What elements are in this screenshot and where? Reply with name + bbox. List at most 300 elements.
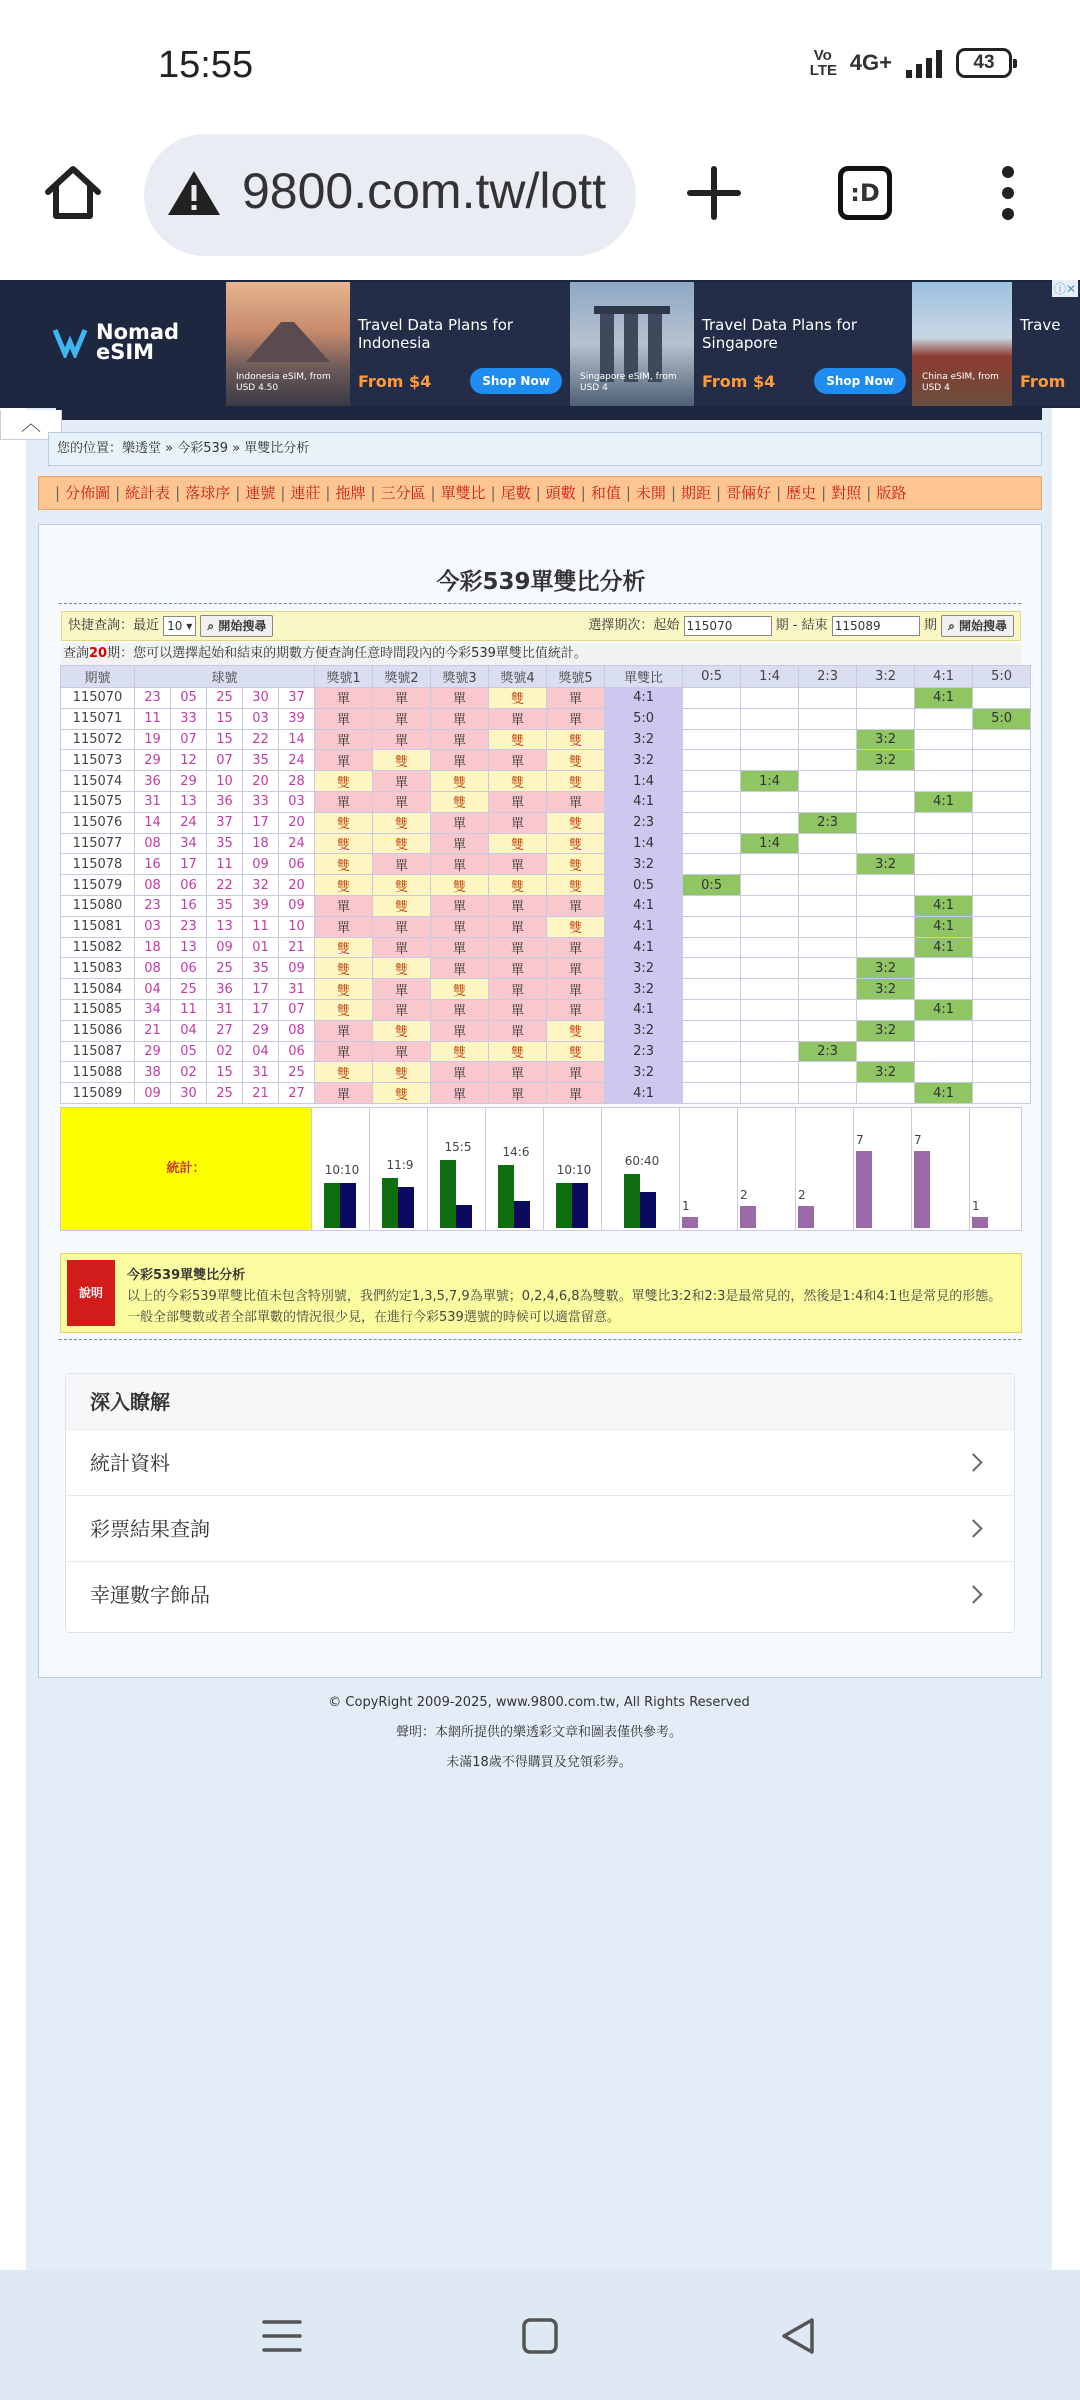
- nav-item[interactable]: 單雙比: [440, 484, 486, 502]
- ratio-empty-cell: [915, 812, 973, 833]
- status-bar: [0, 0, 1080, 130]
- odd-even-cell: 雙: [547, 833, 605, 854]
- odd-even-cell: 單: [315, 729, 373, 750]
- nav-separator: |: [625, 484, 631, 502]
- odd-even-cell: 雙: [315, 1062, 373, 1083]
- ball-cell: 37: [207, 812, 243, 833]
- odd-even-cell: 單: [431, 688, 489, 709]
- ball-cell: 29: [135, 750, 171, 771]
- col-header: 2:3: [799, 666, 857, 688]
- odd-even-cell: 雙: [315, 937, 373, 958]
- nav-item[interactable]: 歷史: [786, 484, 817, 502]
- ratio-empty-cell: [973, 875, 1031, 896]
- shop-now-button[interactable]: Shop Now: [470, 368, 562, 394]
- col-header: 獎號3: [431, 666, 489, 688]
- odd-even-cell: 單: [373, 688, 431, 709]
- start-input[interactable]: 115070: [684, 616, 772, 636]
- col-header: 單雙比: [605, 666, 683, 688]
- ratio-cell: 2:3: [605, 812, 683, 833]
- ad-card-china[interactable]: [912, 282, 1080, 406]
- odd-even-cell: 單: [315, 708, 373, 729]
- col-header: 獎號1: [315, 666, 373, 688]
- ratio-hit-cell: 2:3: [799, 1041, 857, 1062]
- odd-even-cell: 雙: [373, 812, 431, 833]
- deep-dive-item-label: 幸運數字飾品: [90, 1583, 210, 1607]
- table-row: [61, 1083, 1031, 1104]
- nav-item[interactable]: 和值: [590, 484, 621, 502]
- ball-cell: 18: [135, 937, 171, 958]
- table-row: [61, 771, 1031, 792]
- breadcrumb-separator: »: [228, 441, 245, 456]
- ball-cell: 03: [243, 708, 279, 729]
- warning-icon[interactable]: [166, 168, 222, 218]
- clock: 15:55: [158, 44, 254, 86]
- ball-cell: 12: [171, 750, 207, 771]
- ratio-empty-cell: [857, 1083, 915, 1104]
- home-nav-icon[interactable]: [518, 2314, 562, 2358]
- table-row: [61, 916, 1031, 937]
- stat-caption: 60:40: [624, 1154, 660, 1168]
- ball-cell: 09: [135, 1083, 171, 1104]
- ratio-empty-cell: [973, 1041, 1031, 1062]
- table-row: [61, 937, 1031, 958]
- ball-cell: 04: [135, 979, 171, 1000]
- deep-dive-item-label: 統計資料: [90, 1451, 170, 1475]
- odd-even-cell: 雙: [547, 854, 605, 875]
- ratio-empty-cell: [683, 771, 741, 792]
- period-cell: 115084: [61, 979, 135, 1000]
- ratio-empty-cell: [741, 958, 799, 979]
- odd-even-cell: 雙: [431, 979, 489, 1000]
- new-tab-icon[interactable]: [686, 165, 742, 221]
- odd-even-cell: 單: [431, 999, 489, 1020]
- ratio-empty-cell: [915, 979, 973, 1000]
- table-row: [61, 729, 1031, 750]
- ball-cell: 06: [279, 854, 315, 875]
- odd-even-cell: 單: [431, 916, 489, 937]
- ball-cell: 25: [279, 1062, 315, 1083]
- table-row: [61, 958, 1031, 979]
- ratio-empty-cell: [973, 1062, 1031, 1083]
- nav-item[interactable]: 頭數: [545, 484, 576, 502]
- odd-bar: [324, 1183, 340, 1228]
- odd-even-cell: 雙: [315, 979, 373, 1000]
- ratio-empty-cell: [915, 875, 973, 896]
- ball-cell: 13: [207, 916, 243, 937]
- ratio-empty-cell: [799, 916, 857, 937]
- note-count: 20: [89, 646, 108, 661]
- deep-dive-item-results[interactable]: [66, 1496, 1014, 1562]
- odd-even-cell: 單: [373, 937, 431, 958]
- ad-title: Travel Data Plans for Singapore: [702, 316, 858, 352]
- ratio-empty-cell: [683, 833, 741, 854]
- period-cell: 115083: [61, 958, 135, 979]
- odd-even-cell: 單: [315, 895, 373, 916]
- ratio-empty-cell: [741, 750, 799, 771]
- odd-even-cell: 單: [431, 958, 489, 979]
- stat-column: [485, 1108, 543, 1230]
- col-header: 球號: [135, 666, 315, 688]
- ratio-empty-cell: [683, 854, 741, 875]
- ball-cell: 34: [171, 833, 207, 854]
- odd-even-cell: 單: [373, 1041, 431, 1062]
- odd-even-cell: 雙: [373, 833, 431, 854]
- nav-item[interactable]: 未開: [635, 484, 666, 502]
- ball-cell: 32: [243, 875, 279, 896]
- end-input[interactable]: 115089: [832, 616, 920, 636]
- nav-separator: |: [175, 484, 181, 502]
- odd-even-cell: 雙: [315, 999, 373, 1020]
- nav-item[interactable]: 拖牌: [335, 484, 366, 502]
- ratio-empty-cell: [799, 729, 857, 750]
- ratio-empty-cell: [973, 750, 1031, 771]
- period-cell: 115074: [61, 771, 135, 792]
- ratio-cell: 3:2: [605, 979, 683, 1000]
- nav-item[interactable]: 期距: [681, 484, 712, 502]
- ball-cell: 35: [243, 958, 279, 979]
- footer: [26, 1688, 1052, 1778]
- ratio-empty-cell: [915, 1041, 973, 1062]
- query-bar: [61, 611, 1021, 641]
- table-row: [61, 875, 1031, 896]
- period-cell: 115088: [61, 1062, 135, 1083]
- ball-cell: 36: [207, 979, 243, 1000]
- ratio-cell: 3:2: [605, 958, 683, 979]
- breadcrumb-separator: »: [161, 441, 178, 456]
- period-cell: 115080: [61, 895, 135, 916]
- ratio-empty-cell: [683, 812, 741, 833]
- stat-column: [311, 1108, 369, 1230]
- ball-cell: 01: [243, 937, 279, 958]
- ad-banner[interactable]: [0, 280, 1080, 408]
- table-row: [61, 1062, 1031, 1083]
- nav-item[interactable]: 三分區: [380, 484, 426, 502]
- ratio-empty-cell: [857, 812, 915, 833]
- ball-cell: 21: [279, 937, 315, 958]
- ball-cell: 14: [135, 812, 171, 833]
- odd-even-cell: 單: [489, 1062, 547, 1083]
- odd-even-cell: 單: [431, 854, 489, 875]
- ad-close-icon[interactable]: ⓘ✕: [1053, 282, 1076, 296]
- odd-bar: [382, 1178, 398, 1228]
- odd-even-cell: 單: [547, 791, 605, 812]
- even-bar: [398, 1187, 414, 1228]
- ratio-count-label: 7: [914, 1133, 922, 1147]
- explanation-tag: 說明: [67, 1260, 115, 1326]
- odd-even-cell: 雙: [489, 771, 547, 792]
- ratio-table: [60, 665, 1031, 1104]
- breadcrumb-home[interactable]: 樂透堂: [122, 441, 162, 456]
- ratio-empty-cell: [857, 688, 915, 709]
- end-label: 期 - 結束: [775, 618, 828, 633]
- ball-cell: 27: [207, 1020, 243, 1041]
- nav-separator: |: [821, 484, 827, 502]
- nav-item[interactable]: 連莊: [290, 484, 321, 502]
- ratio-empty-cell: [915, 708, 973, 729]
- ad-divider: [56, 408, 1042, 420]
- odd-even-cell: 單: [547, 708, 605, 729]
- ratio-empty-cell: [799, 958, 857, 979]
- col-header: 獎號4: [489, 666, 547, 688]
- stat-caption: 14:6: [502, 1145, 530, 1159]
- breadcrumb-label: 您的位置：: [57, 441, 123, 456]
- nav-item[interactable]: 落球序: [185, 484, 231, 502]
- even-bar: [340, 1183, 356, 1228]
- odd-even-cell: 單: [431, 1062, 489, 1083]
- nav-item[interactable]: 版路: [876, 484, 907, 502]
- ratio-empty-cell: [915, 958, 973, 979]
- chevron-up-icon[interactable]: ︿: [0, 410, 62, 440]
- back-icon[interactable]: [776, 2314, 820, 2358]
- ratio-empty-cell: [973, 916, 1031, 937]
- ball-cell: 13: [171, 937, 207, 958]
- ball-cell: 07: [279, 999, 315, 1020]
- ball-cell: 11: [243, 916, 279, 937]
- odd-even-cell: 雙: [373, 750, 431, 771]
- odd-even-cell: 雙: [373, 1062, 431, 1083]
- ratio-count-column: [969, 1108, 1027, 1230]
- odd-even-cell: 單: [315, 916, 373, 937]
- odd-even-cell: 單: [315, 1083, 373, 1104]
- ball-cell: 11: [135, 708, 171, 729]
- ball-cell: 17: [243, 999, 279, 1020]
- deep-dive-item-label: 彩票結果查詢: [90, 1517, 210, 1541]
- ball-cell: 20: [279, 875, 315, 896]
- nav-separator: |: [670, 484, 676, 502]
- odd-even-cell: 單: [489, 854, 547, 875]
- breadcrumb-section[interactable]: 今彩539: [177, 441, 229, 456]
- nav-separator: |: [325, 484, 331, 502]
- ball-cell: 29: [171, 771, 207, 792]
- ratio-hit-cell: 1:4: [741, 833, 799, 854]
- ball-cell: 15: [207, 1062, 243, 1083]
- ball-cell: 35: [243, 750, 279, 771]
- odd-even-cell: 單: [431, 812, 489, 833]
- nav-item[interactable]: 分佈圖: [65, 484, 111, 502]
- odd-even-cell: 雙: [315, 771, 373, 792]
- address-bar[interactable]: [144, 134, 636, 256]
- ball-cell: 31: [135, 791, 171, 812]
- odd-even-cell: 雙: [315, 958, 373, 979]
- ratio-cell: 4:1: [605, 688, 683, 709]
- col-header: 1:4: [741, 666, 799, 688]
- odd-even-cell: 單: [547, 999, 605, 1020]
- recent-select[interactable]: 10 ▾: [163, 616, 196, 636]
- ball-cell: 02: [171, 1062, 207, 1083]
- stats-row: [60, 1107, 1022, 1231]
- ratio-empty-cell: [973, 999, 1031, 1020]
- odd-even-cell: 雙: [547, 771, 605, 792]
- odd-even-cell: 雙: [547, 1020, 605, 1041]
- ball-cell: 09: [279, 958, 315, 979]
- table-row: [61, 812, 1031, 833]
- ad-card-indonesia[interactable]: [226, 282, 570, 406]
- period-suffix: 期: [923, 618, 937, 633]
- odd-even-cell: 單: [431, 1020, 489, 1041]
- ball-cell: 08: [135, 833, 171, 854]
- ratio-cell: 5:0: [605, 708, 683, 729]
- ratio-cell: 3:2: [605, 854, 683, 875]
- nav-item[interactable]: 尾數: [500, 484, 531, 502]
- ball-cell: 08: [135, 958, 171, 979]
- ball-cell: 17: [243, 812, 279, 833]
- ratio-count-bar: [740, 1206, 756, 1228]
- odd-even-cell: 單: [431, 729, 489, 750]
- ball-cell: 25: [207, 1083, 243, 1104]
- ratio-empty-cell: [973, 895, 1031, 916]
- nav-separator: |: [280, 484, 286, 502]
- nav-separator: |: [430, 484, 436, 502]
- ratio-empty-cell: [683, 1020, 741, 1041]
- explanation-heading: 今彩539單雙比分析: [127, 1268, 246, 1283]
- ratio-empty-cell: [973, 854, 1031, 875]
- ball-cell: 18: [243, 833, 279, 854]
- recent-apps-icon[interactable]: [260, 2314, 304, 2358]
- ratio-empty-cell: [973, 937, 1031, 958]
- explanation-box: [60, 1253, 1022, 1333]
- ratio-empty-cell: [857, 916, 915, 937]
- nav-item[interactable]: 對照: [831, 484, 862, 502]
- nav-item[interactable]: 統計表: [125, 484, 171, 502]
- range-search-button-label: 開始搜尋: [958, 618, 1007, 633]
- ball-cell: 04: [171, 1020, 207, 1041]
- ratio-hit-cell: 0:5: [683, 875, 741, 896]
- ratio-empty-cell: [799, 854, 857, 875]
- url-text[interactable]: 9800.com.tw/lott: [242, 163, 607, 219]
- ball-cell: 38: [135, 1062, 171, 1083]
- ratio-empty-cell: [973, 688, 1031, 709]
- ratio-empty-cell: [683, 688, 741, 709]
- ratio-hit-cell: 3:2: [857, 1020, 915, 1041]
- ad-card-singapore[interactable]: [570, 282, 914, 406]
- odd-even-cell: 雙: [547, 916, 605, 937]
- deep-dive-item-jewelry[interactable]: [66, 1562, 1014, 1628]
- ratio-empty-cell: [799, 833, 857, 854]
- col-header: 獎號2: [373, 666, 431, 688]
- ratio-count-label: 1: [972, 1199, 980, 1213]
- ratio-count-label: 2: [798, 1188, 806, 1202]
- odd-even-cell: 單: [315, 750, 373, 771]
- odd-even-cell: 雙: [373, 895, 431, 916]
- odd-even-cell: 單: [547, 895, 605, 916]
- period-cell: 115077: [61, 833, 135, 854]
- range-label: 選擇期次：起始: [588, 618, 680, 633]
- tab-switcher-button[interactable]: :D: [838, 166, 892, 220]
- ball-cell: 10: [279, 916, 315, 937]
- odd-even-cell: 單: [489, 791, 547, 812]
- table-row: [61, 791, 1031, 812]
- ball-cell: 17: [171, 854, 207, 875]
- ratio-hit-cell: 3:2: [857, 729, 915, 750]
- period-cell: 115089: [61, 1083, 135, 1104]
- ratio-empty-cell: [799, 708, 857, 729]
- nomad-logo[interactable]: [52, 320, 180, 364]
- ball-cell: 02: [207, 1041, 243, 1062]
- ball-cell: 08: [279, 1020, 315, 1041]
- ratio-hit-cell: 4:1: [915, 1083, 973, 1104]
- col-header: 5:0: [973, 666, 1031, 688]
- nav-separator: |: [580, 484, 586, 502]
- ratio-count-bar: [798, 1206, 814, 1228]
- ratio-cell: 4:1: [605, 937, 683, 958]
- odd-even-cell: 雙: [547, 750, 605, 771]
- ball-cell: 27: [279, 1083, 315, 1104]
- odd-even-cell: 單: [489, 958, 547, 979]
- ratio-empty-cell: [683, 791, 741, 812]
- col-header: 期號: [61, 666, 135, 688]
- deep-dive-heading: 深入瞭解: [66, 1374, 1014, 1430]
- ball-cell: 20: [279, 812, 315, 833]
- ad-caption: Indonesia eSIM, from USD 4.50: [236, 372, 331, 393]
- odd-even-cell: 單: [373, 708, 431, 729]
- ball-cell: 39: [243, 895, 279, 916]
- period-cell: 115073: [61, 750, 135, 771]
- ratio-empty-cell: [915, 1062, 973, 1083]
- ratio-empty-cell: [741, 937, 799, 958]
- col-header: 獎號5: [547, 666, 605, 688]
- col-header: 0:5: [683, 666, 741, 688]
- table-row: [61, 1020, 1031, 1041]
- odd-bar: [440, 1160, 456, 1228]
- nav-item[interactable]: 哥倆好: [726, 484, 772, 502]
- odd-even-cell: 單: [373, 791, 431, 812]
- ball-cell: 14: [279, 729, 315, 750]
- home-icon[interactable]: [40, 160, 106, 226]
- ball-cell: 23: [171, 916, 207, 937]
- odd-even-cell: 單: [373, 729, 431, 750]
- odd-even-cell: 單: [489, 999, 547, 1020]
- stat-column: [369, 1108, 427, 1230]
- ratio-cell: 4:1: [605, 916, 683, 937]
- table-row: [61, 708, 1031, 729]
- ball-cell: 10: [207, 771, 243, 792]
- odd-even-cell: 雙: [431, 771, 489, 792]
- period-cell: 115087: [61, 1041, 135, 1062]
- more-menu-icon[interactable]: [1002, 166, 1014, 222]
- chevron-right-icon: [964, 1453, 982, 1471]
- odd-even-cell: 單: [547, 937, 605, 958]
- odd-even-cell: 雙: [315, 875, 373, 896]
- stat-column: [543, 1108, 601, 1230]
- ratio-cell: 2:3: [605, 1041, 683, 1062]
- ratio-hit-cell: 3:2: [857, 750, 915, 771]
- ball-cell: 31: [207, 999, 243, 1020]
- ratio-empty-cell: [741, 1062, 799, 1083]
- odd-even-cell: 雙: [489, 729, 547, 750]
- shop-now-button[interactable]: Shop Now: [814, 368, 906, 394]
- period-cell: 115072: [61, 729, 135, 750]
- odd-even-cell: 單: [489, 937, 547, 958]
- ratio-empty-cell: [973, 729, 1031, 750]
- ball-cell: 30: [171, 1083, 207, 1104]
- ball-cell: 24: [171, 812, 207, 833]
- odd-even-cell: 雙: [431, 875, 489, 896]
- search-button[interactable]: ⌕ 開始搜尋: [200, 615, 273, 637]
- ratio-empty-cell: [973, 979, 1031, 1000]
- table-row: [61, 979, 1031, 1000]
- odd-even-cell: 單: [315, 1041, 373, 1062]
- range-search-button[interactable]: ⌕ 開始搜尋: [941, 615, 1014, 637]
- ad-caption: China eSIM, from USD 4: [922, 372, 999, 393]
- ratio-empty-cell: [683, 1083, 741, 1104]
- nav-separator: |: [535, 484, 541, 502]
- nav-item[interactable]: 連號: [245, 484, 276, 502]
- category-nav: [38, 476, 1042, 510]
- ratio-empty-cell: [799, 750, 857, 771]
- odd-bar: [624, 1174, 640, 1228]
- deep-dive-item-stats[interactable]: [66, 1430, 1014, 1496]
- ratio-empty-cell: [683, 916, 741, 937]
